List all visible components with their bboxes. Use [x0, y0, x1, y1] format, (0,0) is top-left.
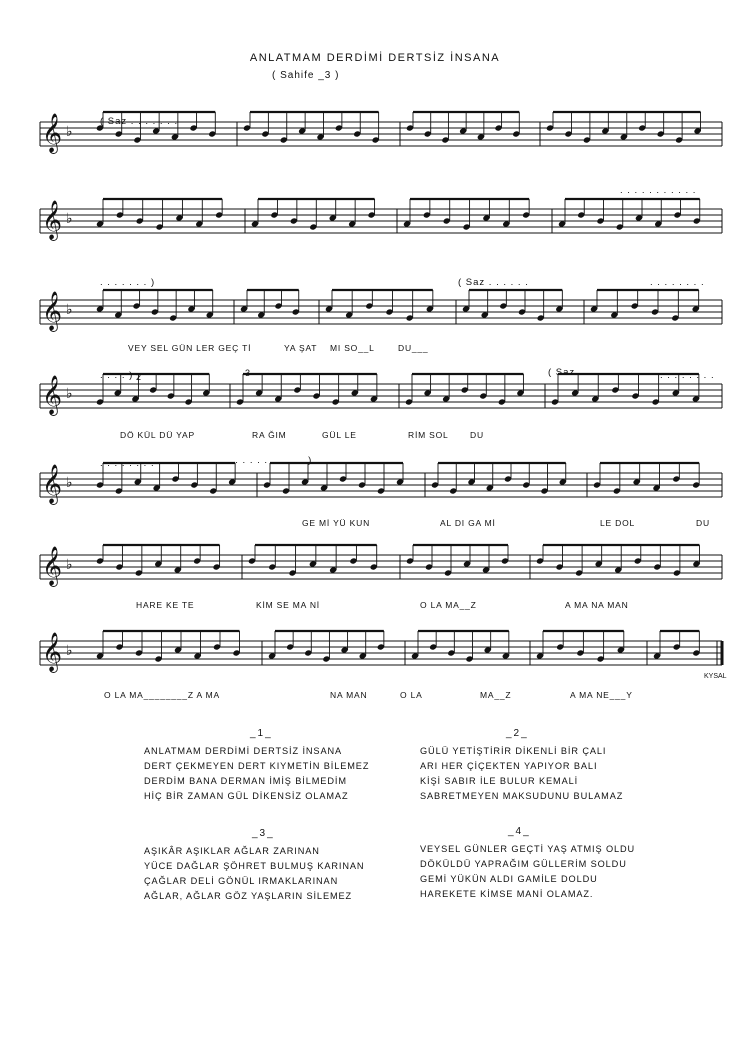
treble-clef-icon: 𝄞 [42, 464, 63, 504]
lyric-syllables: KİM SE MA Nİ [256, 600, 320, 610]
lyric-syllables: GE Mİ YÜ KUN [302, 518, 371, 528]
lyric-syllables: GÜL LE [322, 430, 357, 440]
saz-annotation: ( Saz . . . . . . . [100, 116, 179, 127]
song-title: ANLATMAM DERDİMİ DERTSİZ İNSANA [249, 52, 501, 64]
lyric-syllables: LE DOL [600, 518, 636, 528]
signature-mark: KYSAL [704, 673, 727, 680]
verse-line: HAREKETE KİMSE MANİ OLAMAZ. [420, 889, 594, 899]
verse-line: KİŞİ SABIR İLE BULUR KEMALİ [420, 776, 579, 786]
tuplet-number: 3 [245, 368, 252, 378]
verse-line: DÖKÜLDÜ YAPRAĞIM GÜLLERİM SOLDU [420, 859, 627, 869]
lyric-syllables: MI SO__L [330, 343, 375, 353]
verse-line: VEYSEL GÜNLER GEÇTİ YAŞ ATMIŞ OLDU [420, 844, 636, 854]
flat-icon: ♭ [66, 302, 73, 318]
saz-annotation: ( Saz . . . . . . [458, 277, 529, 288]
flat-icon: ♭ [66, 475, 73, 491]
flat-icon: ♭ [66, 386, 73, 402]
lyric-syllables: O LA [400, 690, 423, 700]
dots-annotation: . . . . . . . . . . . ) [228, 455, 313, 466]
treble-clef-icon: 𝄞 [42, 200, 63, 240]
lyric-syllables: RA ĞIM [252, 430, 287, 440]
verse-line: DERDİM BANA DERMAN İMİŞ BİLMEDİM [144, 776, 347, 786]
saz-annotation: ( Saz . . . . . [548, 367, 612, 378]
lyric-syllables: YA ŞAT [284, 343, 318, 353]
verse-line: ARI HER ÇİÇEKTEN YAPIYOR BALI [420, 761, 598, 771]
lyric-syllables: DU [696, 518, 710, 528]
treble-clef-icon: 𝄞 [42, 291, 63, 331]
verse-line: YÜCE DAĞLAR ŞÖHRET BULMUŞ KARINAN [144, 861, 365, 871]
lyric-syllables: NA MAN [330, 690, 368, 700]
verse-number: _2_ [506, 728, 529, 739]
tuplet-number: 2 [136, 372, 143, 382]
treble-clef-icon: 𝄞 [42, 632, 63, 672]
page-number-label: ( Sahife _3 ) [272, 70, 340, 81]
flat-icon: ♭ [66, 211, 73, 227]
flat-icon: ♭ [66, 643, 73, 659]
dots-annotation: . . . . . . . . [660, 370, 715, 381]
verse-number: _1_ [250, 728, 273, 739]
flat-icon: ♭ [66, 124, 73, 140]
lyric-syllables: DÖ KÜL DÜ YAP [120, 430, 195, 440]
lyric-syllables: O LA MA________Z A MA [104, 690, 221, 700]
lyric-syllables: MA__Z [480, 690, 512, 700]
dots-annotation: . . . . . . . . . . . [620, 185, 697, 196]
flat-icon: ♭ [66, 557, 73, 573]
lyric-syllables: DU [470, 430, 484, 440]
verse-line: HİÇ BİR ZAMAN GÜL DİKENSİZ OLAMAZ [144, 791, 349, 801]
verse-line: SABRETMEYEN MAKSUDUNU BULAMAZ [420, 791, 624, 801]
verse-number: _4_ [508, 826, 531, 837]
verse-block [144, 844, 364, 904]
dots-annotation: . . . . . . . . [100, 458, 155, 469]
verse-line: DERT ÇEKMEYEN DERT KIYMETİN BİLEMEZ [144, 761, 370, 771]
verse-block [144, 744, 369, 804]
verse-block [420, 744, 623, 804]
lyric-syllables: AL DI GA Mİ [440, 518, 496, 528]
lyric-syllables: A MA NE___Y [570, 690, 633, 700]
lyric-syllables: RİM SOL [408, 430, 449, 440]
verse-line: GÜLÜ YETİŞTİRİR DİKENLİ BİR ÇALI [420, 746, 607, 756]
verse-line: GEMİ YÜKÜN ALDI GAMİLE DOLDU [420, 874, 598, 884]
lyric-syllables: A MA NA MAN [565, 600, 629, 610]
verse-number: _3_ [252, 828, 275, 839]
treble-clef-icon: 𝄞 [42, 113, 63, 153]
lyric-syllables: DU___ [398, 343, 429, 353]
lyric-syllables: HARE KE TE [136, 600, 195, 610]
dots-annotation: . . . . ) [100, 370, 134, 381]
lyric-syllables: VEY SEL GÜN LER GEÇ Tİ [128, 343, 252, 353]
dots-annotation: . . . . . . . ) [100, 277, 156, 288]
dots-annotation: . . . . . . . . [650, 277, 705, 288]
treble-clef-icon: 𝄞 [42, 546, 63, 586]
verse-line: AŞIKÂR AŞIKLAR AĞLAR ZARINAN [144, 846, 320, 856]
verse-line: AĞLAR, AĞLAR GÖZ YAŞLARIN SİLEMEZ [144, 891, 353, 901]
verse-line: ANLATMAM DERDİMİ DERTSİZ İNSANA [144, 746, 343, 756]
treble-clef-icon: 𝄞 [42, 375, 63, 415]
verse-line: ÇAĞLAR DELİ GÖNÜL IRMAKLARINAN [144, 876, 339, 886]
lyric-syllables: O LA MA__Z [420, 600, 477, 610]
verse-block [420, 842, 635, 902]
